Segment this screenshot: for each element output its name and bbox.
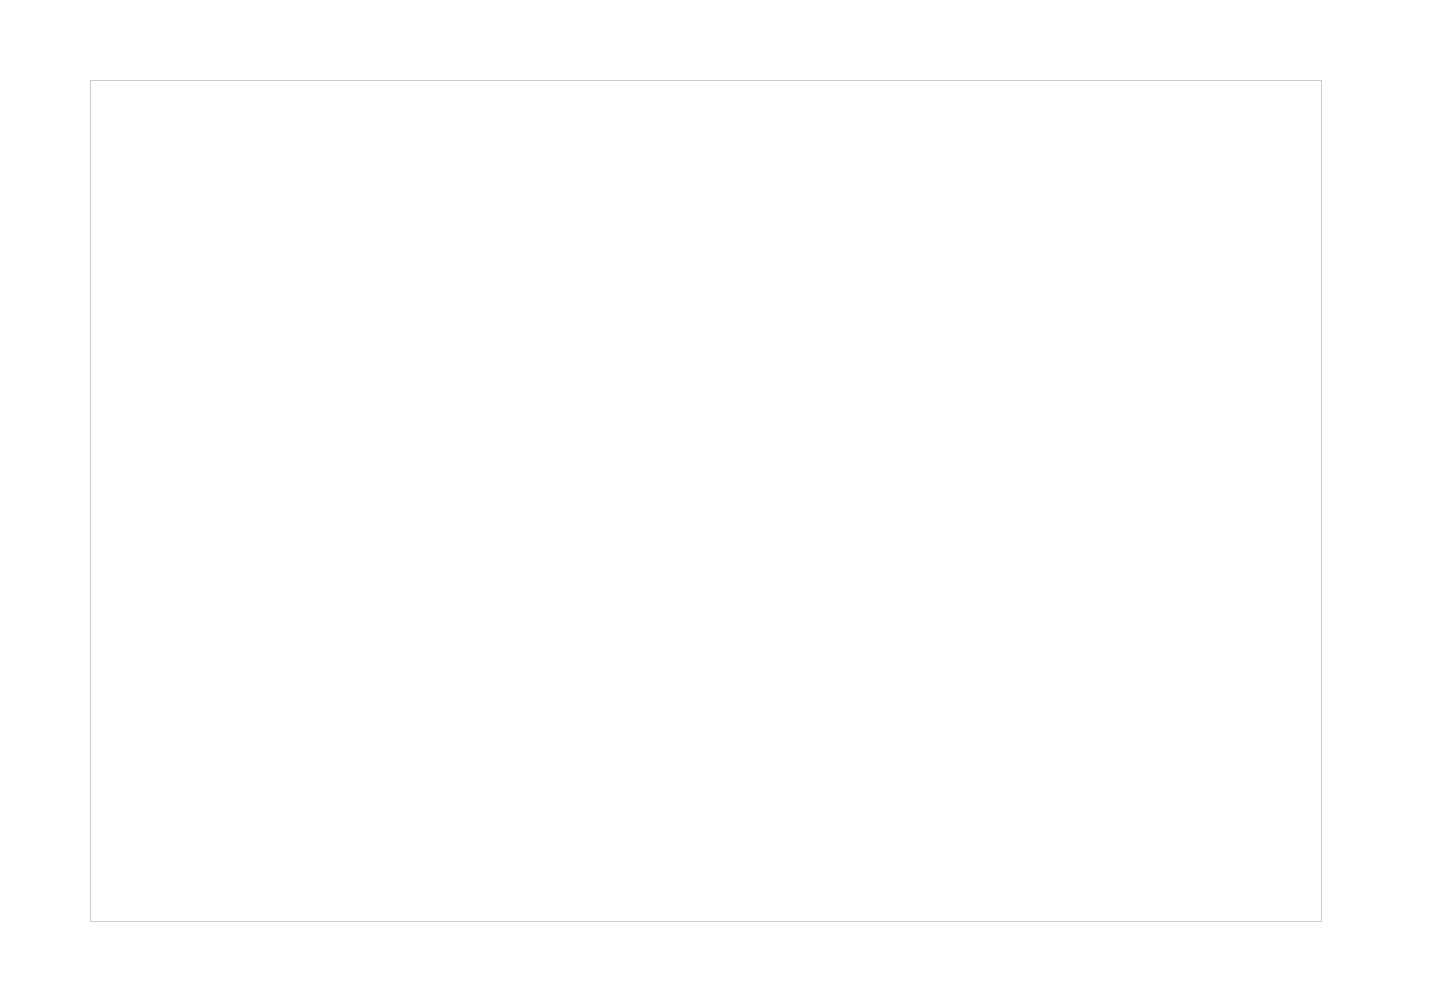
document-page — [90, 80, 1322, 922]
